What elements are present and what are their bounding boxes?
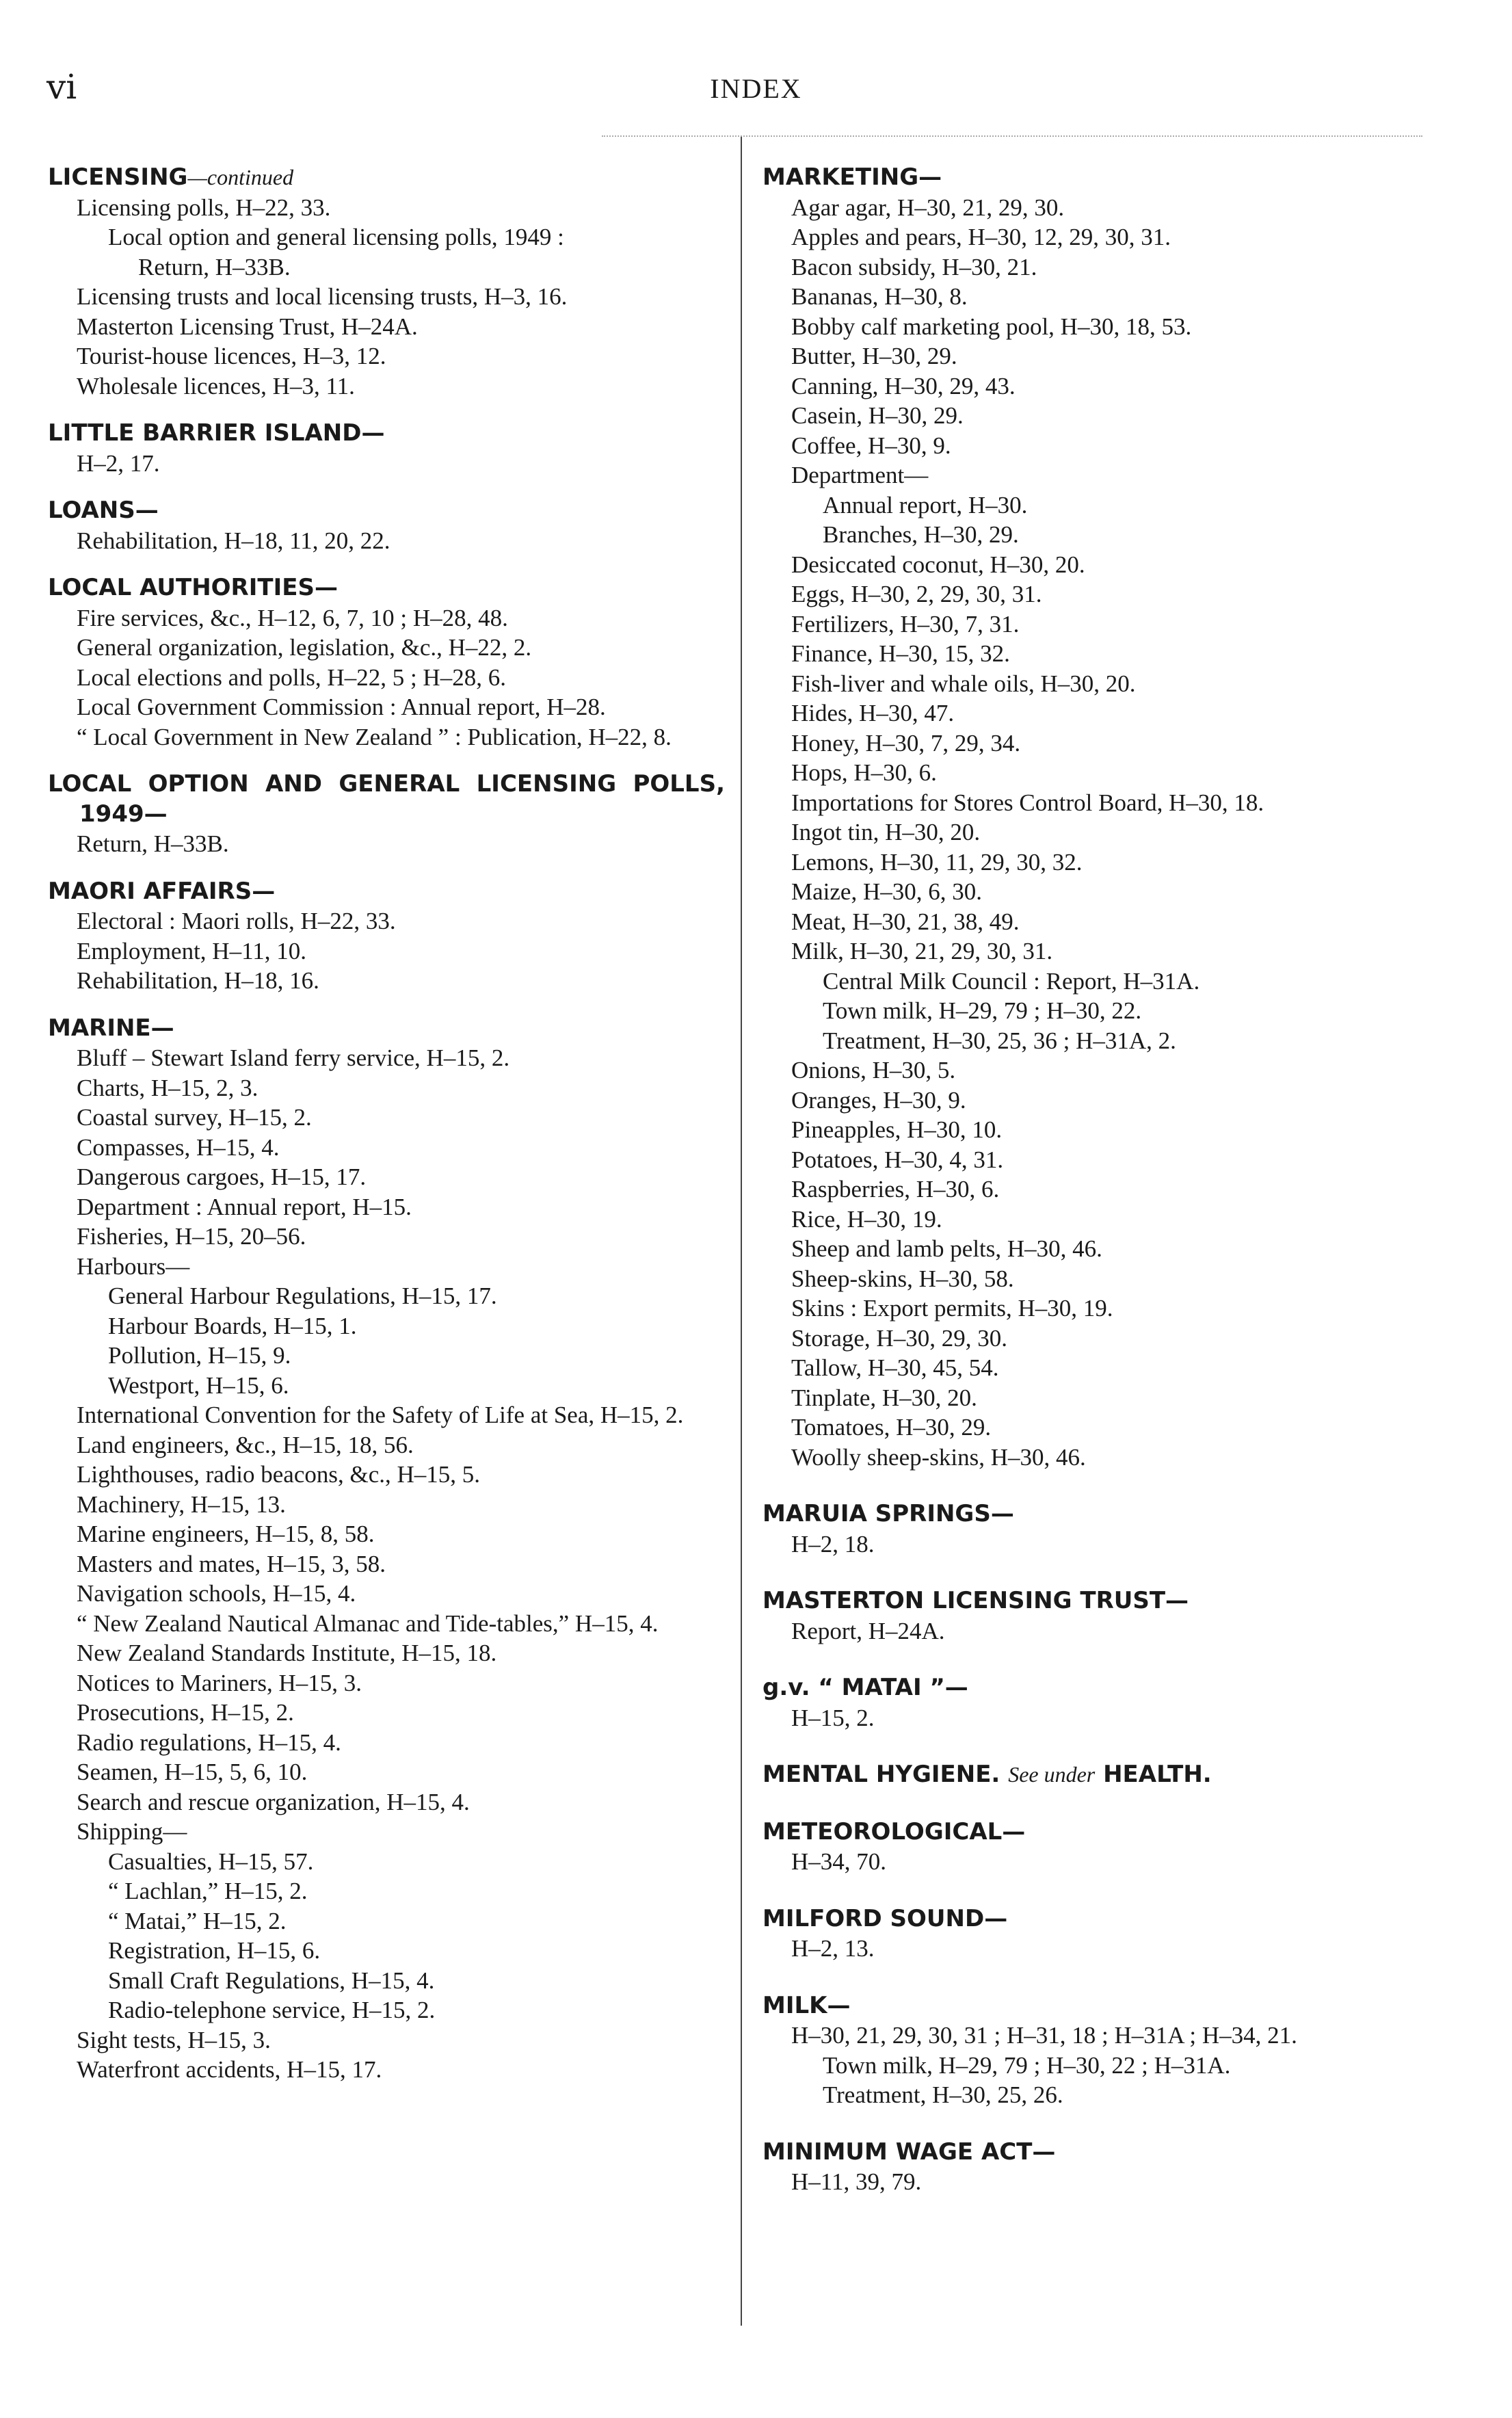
index-line: Tallow, H–30, 45, 54. <box>791 1354 999 1381</box>
index-line: Department— <box>791 462 929 488</box>
index-line: H–2, 18. <box>791 1530 875 1558</box>
index-subline: Pollution, H–15, 9. <box>108 1342 291 1369</box>
index-subline: General Harbour Regulations, H–15, 17. <box>108 1283 497 1309</box>
index-line: Raspberries, H–30, 6. <box>791 1176 1000 1203</box>
index-line: Rehabilitation, H–18, 11, 20, 22. <box>77 527 390 554</box>
index-subline: Registration, H–15, 6. <box>108 1937 321 1964</box>
index-line: Masterton Licensing Trust, H–24A. <box>77 313 418 340</box>
index-line: Meat, H–30, 21, 38, 49. <box>791 908 1020 935</box>
index-line: Fertilizers, H–30, 7, 31. <box>791 610 1020 638</box>
index-line: Desiccated coconut, H–30, 20. <box>791 551 1085 578</box>
index-line: Lemons, H–30, 11, 29, 30, 32. <box>791 848 1083 876</box>
index-line: Pineapples, H–30, 10. <box>791 1116 1003 1143</box>
index-line: Lighthouses, radio beacons, &c., H–15, 5. <box>77 1461 481 1488</box>
index-line: Maize, H–30, 6, 30. <box>791 878 982 905</box>
index-line: Return, H–33B. <box>77 830 229 857</box>
index-line: New Zealand Standards Institute, H–15, 18. <box>77 1640 497 1666</box>
index-line: Apples and pears, H–30, 12, 29, 30, 31. <box>791 224 1171 250</box>
index-line: Sheep and lamb pelts, H–30, 46. <box>791 1235 1102 1262</box>
index-line: Marine engineers, H–15, 8, 58. <box>77 1521 375 1547</box>
index-subline: Town milk, H–29, 79 ; H–30, 22 ; H–31A. <box>823 2051 1231 2079</box>
index-line: Finance, H–30, 15, 32. <box>791 640 1010 667</box>
index-line: Rice, H–30, 19. <box>791 1205 942 1233</box>
index-line: Milk, H–30, 21, 29, 30, 31. <box>791 938 1053 964</box>
index-subline: Treatment, H–30, 25, 26. <box>823 2081 1063 2108</box>
index-line: Electoral : Maori rolls, H–22, 33. <box>77 908 396 934</box>
index-line: Woolly sheep-skins, H–30, 46. <box>791 1443 1086 1471</box>
entry-heading: g.v. “ MATAI ”— <box>762 1674 968 1701</box>
index-line: Licensing polls, H–22, 33. <box>77 194 331 221</box>
entry-milford-sound <box>762 1904 1474 1964</box>
page-number: vi <box>47 67 77 107</box>
index-line: Storage, H–30, 29, 30. <box>791 1324 1007 1352</box>
index-line: Shipping— <box>77 1818 187 1845</box>
entry-heading: MASTERTON LICENSING TRUST— <box>762 1587 1189 1614</box>
index-subline: Central Milk Council : Report, H–31A. <box>823 967 1200 995</box>
index-line: Dangerous cargoes, H–15, 17. <box>77 1164 367 1190</box>
index-subline: Treatment, H–30, 25, 36 ; H–31A, 2. <box>823 1027 1176 1054</box>
index-line: Potatoes, H–30, 4, 31. <box>791 1146 1004 1173</box>
index-line: Compasses, H–15, 4. <box>77 1133 280 1161</box>
entry-heading: MARKETING— <box>762 163 942 191</box>
index-subline: Small Craft Regulations, H–15, 4. <box>108 1967 435 1994</box>
cross-reference: HEALTH. <box>1103 1761 1212 1788</box>
entry-maori-affairs <box>48 877 725 996</box>
index-line: Fish-liver and whale oils, H–30, 20. <box>791 670 1136 697</box>
index-line: Onions, H–30, 5. <box>791 1057 956 1083</box>
index-line: Sight tests, H–15, 3. <box>77 2026 271 2053</box>
entry-marketing <box>762 163 1474 1472</box>
index-line: Canning, H–30, 29, 43. <box>791 372 1016 399</box>
index-line: Return, H–33B. <box>138 253 291 280</box>
index-line: Harbours— <box>77 1252 190 1280</box>
index-line: Land engineers, &c., H–15, 18, 56. <box>77 1431 414 1458</box>
index-line: Fisheries, H–15, 20–56. <box>77 1223 306 1250</box>
index-line: Sheep-skins, H–30, 58. <box>791 1265 1014 1292</box>
index-line: Honey, H–30, 7, 29, 34. <box>791 729 1021 757</box>
index-line: Local Government Commission : Annual report, H–28. <box>77 694 606 720</box>
index-line: Tourist-house licences, H–3, 12. <box>77 343 386 369</box>
index-line: Department : Annual report, H–15. <box>77 1193 412 1220</box>
index-line: Machinery, H–15, 13. <box>77 1490 286 1518</box>
index-line: Navigation schools, H–15, 4. <box>77 1580 356 1607</box>
index-line: Masters and mates, H–15, 3, 58. <box>77 1550 386 1577</box>
index-line: “ New Zealand Nautical Almanac and Tide-tables,” H–15, 4. <box>77 1609 659 1637</box>
index-line: Eggs, H–30, 2, 29, 30, 31. <box>791 581 1042 607</box>
entry-heading: MAORI AFFAIRS— <box>48 877 276 905</box>
index-line: Rehabilitation, H–18, 16. <box>77 967 319 994</box>
index-line: Importations for Stores Control Board, H–30, 18. <box>791 789 1264 816</box>
index-line: Search and rescue organization, H–15, 4. <box>77 1788 470 1815</box>
entry-local-authorities <box>48 573 725 752</box>
index-line: Waterfront accidents, H–15, 17. <box>77 2056 382 2083</box>
index-line: Report, H–24A. <box>791 1617 945 1644</box>
index-line: H–11, 39, 79. <box>791 2168 922 2195</box>
index-line: Local elections and polls, H–22, 5 ; H–28, 6. <box>77 663 506 691</box>
index-line: Fire services, &c., H–12, 6, 7, 10 ; H–28, 48. <box>77 604 508 631</box>
see-under-note: See under <box>1008 1762 1096 1787</box>
index-line: Local option and general licensing polls, 1949 : <box>108 224 564 250</box>
index-line: Licensing trusts and local licensing trusts, H–3, 16. <box>77 283 568 310</box>
entry-licensing <box>48 163 725 401</box>
left-column <box>48 163 725 2085</box>
index-line: H–2, 17. <box>77 449 160 477</box>
index-line: “ Local Government in New Zealand ” : Publication, H–22, 8. <box>77 723 672 750</box>
right-column <box>762 163 1474 2197</box>
entry-heading: LOCAL AUTHORITIES— <box>48 574 338 601</box>
index-line: Oranges, H–30, 9. <box>791 1086 966 1114</box>
index-line: H–34, 70. <box>791 1848 887 1875</box>
index-subline: Westport, H–15, 6. <box>108 1371 289 1399</box>
index-line: Bobby calf marketing pool, H–30, 18, 53. <box>791 313 1192 340</box>
entry-heading: MARUIA SPRINGS— <box>762 1500 1014 1527</box>
entry-matai <box>762 1673 1474 1733</box>
index-line: Radio regulations, H–15, 4. <box>77 1729 341 1756</box>
index-line: Charts, H–15, 2, 3. <box>77 1074 258 1101</box>
index-line: Tomatoes, H–30, 29. <box>791 1414 992 1441</box>
entry-mental-hygiene <box>762 1760 1474 1790</box>
index-line: Ingot tin, H–30, 20. <box>791 819 981 845</box>
header-rule <box>602 135 1422 137</box>
entry-heading: LOCAL OPTION AND GENERAL LICENSING POLLS, 1949— <box>48 770 725 828</box>
index-subline: “ Matai,” H–15, 2. <box>108 1907 287 1934</box>
index-line: Casein, H–30, 29. <box>791 402 964 429</box>
index-line: Hops, H–30, 6. <box>791 759 937 786</box>
entry-masterton-licensing-trust <box>762 1586 1474 1646</box>
index-line: Bacon subsidy, H–30, 21. <box>791 253 1037 280</box>
entry-heading: LITTLE BARRIER ISLAND— <box>48 419 385 447</box>
index-line: Skins : Export permits, H–30, 19. <box>791 1295 1113 1322</box>
index-line: General organization, legislation, &c., H–22, 2. <box>77 634 532 661</box>
index-line: International Convention for the Safety of Life at Sea, H–15, 2. <box>77 1402 684 1428</box>
entry-heading: LOANS— <box>48 497 159 524</box>
index-line: Coffee, H–30, 9. <box>791 432 951 459</box>
index-subline: Harbour Boards, H–15, 1. <box>108 1312 357 1339</box>
index-subline: Annual report, H–30. <box>823 491 1028 518</box>
index-line: Employment, H–11, 10. <box>77 937 307 964</box>
entry-heading: MARINE— <box>48 1014 174 1042</box>
entry-heading: LICENSING—continued <box>48 163 294 191</box>
index-line: Notices to Mariners, H–15, 3. <box>77 1669 362 1696</box>
index-subline: Branches, H–30, 29. <box>823 521 1019 548</box>
index-line: Bluff – Stewart Island ferry service, H–15, 2. <box>77 1044 510 1071</box>
index-subline: Town milk, H–29, 79 ; H–30, 22. <box>823 997 1142 1024</box>
entry-heading: MENTAL HYGIENE. See under HEALTH. <box>762 1761 1212 1788</box>
page-title: INDEX <box>710 73 802 104</box>
index-subline: Radio-telephone service, H–15, 2. <box>108 1997 436 2023</box>
entry-local-option <box>48 770 725 859</box>
entry-heading: MILFORD SOUND— <box>762 1904 1008 1932</box>
index-line: Coastal survey, H–15, 2. <box>77 1104 312 1131</box>
entry-loans <box>48 496 725 555</box>
index-line: Agar agar, H–30, 21, 29, 30. <box>791 194 1065 221</box>
entry-marine <box>48 1014 725 2085</box>
index-line: Seamen, H–15, 5, 6, 10. <box>77 1759 308 1785</box>
entry-heading: MINIMUM WAGE ACT— <box>762 2138 1056 2166</box>
index-line: H–2, 13. <box>791 1935 875 1962</box>
entry-milk <box>762 1991 1474 2110</box>
index-line: Hides, H–30, 47. <box>791 700 955 726</box>
entry-minimum-wage-act <box>762 2138 1474 2197</box>
index-subline: Casualties, H–15, 57. <box>108 1848 314 1875</box>
entry-maruia-springs <box>762 1499 1474 1559</box>
index-line: H–15, 2. <box>791 1704 875 1731</box>
index-line: Tinplate, H–30, 20. <box>791 1384 977 1411</box>
index-line: Prosecutions, H–15, 2. <box>77 1699 294 1726</box>
entry-little-barrier-island <box>48 419 725 478</box>
entry-heading: MILK— <box>762 1991 851 2019</box>
index-line: Butter, H–30, 29. <box>791 343 957 369</box>
index-subline: “ Lachlan,” H–15, 2. <box>108 1878 308 1904</box>
index-line: H–30, 21, 29, 30, 31 ; H–31, 18 ; H–31A ; H–34, 21. <box>791 2022 1297 2049</box>
index-line: Wholesale licences, H–3, 11. <box>77 372 355 399</box>
entry-meteorological <box>762 1817 1474 1877</box>
index-line: Bananas, H–30, 8. <box>791 283 968 310</box>
column-divider <box>741 137 742 2326</box>
entry-heading: METEOROLOGICAL— <box>762 1817 1026 1845</box>
